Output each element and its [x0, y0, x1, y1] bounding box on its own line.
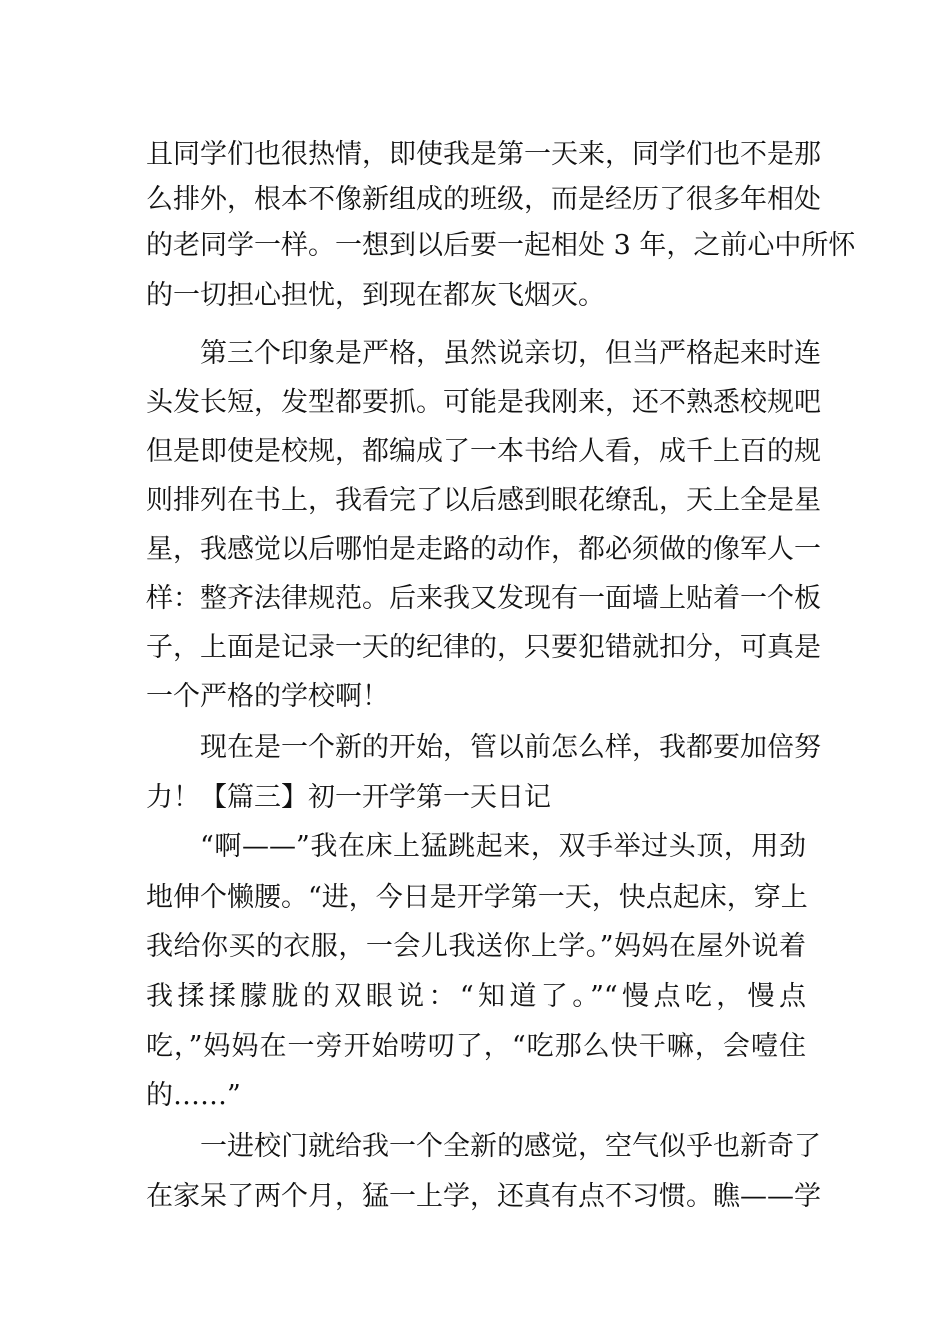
text-line: 么排外，根本不像新组成的班级，而是经历了很多年相处 [146, 184, 821, 215]
text-line: 地伸个懒腰。“进，今日是开学第一天，快点起床，穿上 [146, 882, 808, 913]
text-line: 现在是一个新的开始，管以前怎么样，我都要加倍努 [200, 732, 821, 763]
text-line: 且同学们也很热情，即使我是第一天来，同学们也不是那 [146, 139, 821, 170]
text-line: 的老同学一样。一想到以后要一起相处 3 年，之前心中所怀 [146, 230, 856, 261]
text-line: 我给你买的衣服，一会儿我送你上学。”妈妈在屋外说着 [146, 931, 806, 962]
text-line: 在家呆了两个月，猛一上学，还真有点不习惯。瞧——学 [146, 1181, 821, 1212]
text-line: 则排列在书上，我看完了以后感到眼花缭乱，天上全是星 [146, 485, 821, 516]
text-line: 的一切担心担忧，到现在都灰飞烟灭。 [146, 280, 605, 311]
text-line: 我揉揉朦胧的双眼说：“知道了。”“慢点吃，慢点 [146, 981, 806, 1012]
text-line: 的……” [146, 1080, 241, 1111]
text-line: 一个严格的学校啊！ [146, 681, 389, 712]
text-line: 头发长短，发型都要抓。可能是我刚来，还不熟悉校规吧 [146, 387, 821, 418]
text-line: 样：整齐法律规范。后来我又发现有一面墙上贴着一个板 [146, 583, 821, 614]
text-line: 星，我感觉以后哪怕是走路的动作，都必须做的像军人一 [146, 534, 821, 565]
text-line: 力！【篇三】初一开学第一天日记 [146, 782, 551, 813]
text-line: 一进校门就给我一个全新的感觉，空气似乎也新奇了 [200, 1131, 821, 1162]
text-line: 但是即使是校规，都编成了一本书给人看，成千上百的规 [146, 436, 821, 467]
text-line: “啊——”我在床上猛跳起来，双手举过头顶，用劲 [200, 831, 806, 862]
text-line: 第三个印象是严格，虽然说亲切，但当严格起来时连 [200, 338, 821, 369]
text-line: 子，上面是记录一天的纪律的，只要犯错就扣分，可真是 [146, 632, 821, 663]
text-line: 吃，”妈妈在一旁开始唠叨了，“吃那么快干嘛，会噎住 [146, 1031, 806, 1062]
